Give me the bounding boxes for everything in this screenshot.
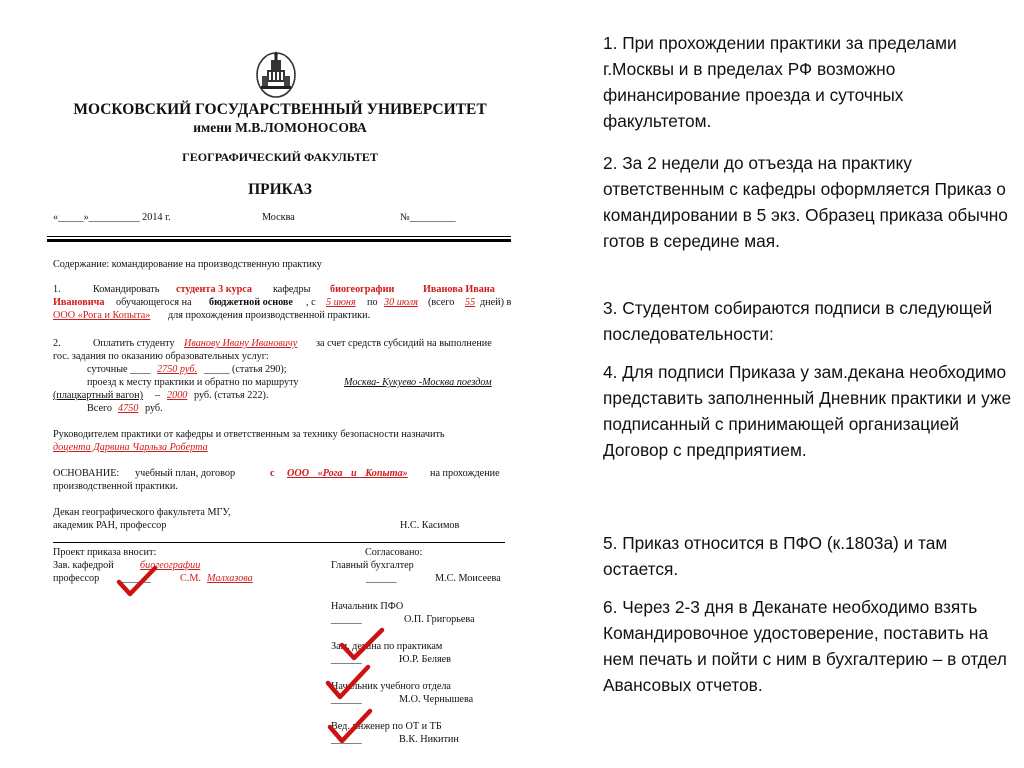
instruction-1: 1. При прохождении практики за пределами г.Москвы и в пределах РФ возможно финансирование проезда и суточных факультетом.	[603, 33, 957, 131]
project-professor-label: профессор	[53, 573, 100, 584]
agreed-name-pfo: О.П. Григорьева	[404, 614, 475, 625]
p1-number: 1.	[53, 284, 61, 295]
p2-total-unit: руб.	[145, 403, 163, 414]
p1-date-to: 30 июля	[384, 297, 418, 308]
project-label: Проект приказа вносит:	[53, 547, 157, 558]
p1-student-name-2: Ивановича	[53, 297, 105, 308]
header-divider-thick	[47, 239, 511, 242]
agreed-blank-deputy-dean: ______	[331, 654, 362, 665]
p1-department: биогеографии	[330, 284, 395, 295]
agreed-name-safety: В.К. Никитин	[399, 734, 459, 745]
instruction-2: 2. За 2 недели до отъезда на практику ответственным с кафедры оформляется Приказ о командировании в 5 экз. Образец приказа обычно готов в середине мая.	[603, 153, 1008, 251]
p2-total-label: Всего	[87, 403, 112, 414]
agreed-blank-pfo: ______	[331, 614, 362, 625]
agreed-name-accountant: М.С. Моисеева	[435, 573, 501, 584]
checkmark-icon	[339, 627, 385, 663]
p2-daily-label: суточные ____	[87, 364, 151, 375]
checkmark-icon	[327, 708, 373, 746]
agreed-name-deputy-dean: Ю.Р. Беляев	[399, 654, 451, 665]
agreed-blank-accountant: ______	[366, 573, 397, 584]
p3-line-1: Руководителем практики от кафедры и ответственным за технику безопасности назначить	[53, 429, 445, 440]
instruction-5: 5. Приказ относится в ПФО (к.1803а) и там остается.	[603, 533, 948, 579]
p2-number: 2.	[53, 338, 61, 349]
instruction-4: 4. Для подписи Приказа у зам.декана необходимо представить заполненный Дневник практики и уже подписанный с принимающей организацией Договор с предприятием.	[603, 362, 1012, 460]
project-head-department: биогеографии	[140, 560, 201, 571]
p2-travel-amount: 2000	[167, 390, 188, 401]
agreed-title-deputy-dean: Зам. декана по практикам	[331, 641, 443, 652]
p1-text-3: обучающегося на	[116, 297, 192, 308]
order-date: «_____»__________ 2014 г.	[53, 212, 171, 223]
checkmark-icon	[116, 565, 158, 599]
order-subject: Содержание: командирование на производственную практику	[53, 259, 322, 270]
basis-with: с	[270, 468, 275, 479]
p2-student: Иванову Ивану Ивановичу	[184, 338, 298, 349]
order-city: Москва	[262, 212, 295, 223]
p1-student-name-1: Иванова Ивана	[423, 284, 495, 295]
university-name: МОСКОВСКИЙ ГОСУДАРСТВЕННЫЙ УНИВЕРСИТЕТ	[73, 101, 487, 118]
p2-total: 4750	[118, 403, 139, 414]
dean-line-1: Декан географического факультета МГУ,	[53, 507, 231, 518]
signature-divider	[53, 542, 505, 543]
msu-building-logo-icon	[255, 48, 297, 98]
order-number: №_________	[400, 212, 456, 223]
agreed-title-accountant: Главный бухгалтер	[331, 560, 414, 571]
header-divider-thin	[47, 236, 511, 237]
p1-organization: ООО «Рога и Копыта»	[53, 310, 151, 321]
agreed-label: Согласовано:	[365, 547, 423, 558]
project-head-label: Зав. кафедрой	[53, 560, 114, 571]
p1-text-4: , с	[306, 297, 316, 308]
p2-line-2: гос. задания по оказанию образовательных услуг:	[53, 351, 269, 362]
p1-text-8: для прохождения производственной практики.	[168, 310, 371, 321]
agreed-title-pfo: Начальник ПФО	[331, 601, 404, 612]
basis-label: ОСНОВАНИЕ:	[53, 468, 120, 479]
instruction-6: 6. Через 2-3 дня в Деканате необходимо взять Командировочное удостоверение, поставить на нем печать и пойти с ним в бухгалтерию – в отдел Авансовых отчетов.	[603, 597, 1007, 695]
p2-travel-tail: руб. (статья 222).	[194, 390, 269, 401]
basis-text-1: учебный план, договор	[135, 468, 236, 479]
p2-text-1: Оплатить студенту	[93, 338, 175, 349]
p1-text-2: кафедры	[273, 284, 311, 295]
agreed-blank-education: ______	[331, 694, 362, 705]
p2-travel-label: проезд к месту практики и обратно по маршруту	[87, 377, 299, 388]
university-named-after: имени М.В.ЛОМОНОСОВА	[193, 120, 367, 135]
p1-days: 55	[465, 297, 476, 308]
project-professor-initials: С.М.	[180, 573, 201, 584]
p2-dash: –	[155, 390, 161, 401]
project-professor-name: Малхазова	[207, 573, 253, 584]
p2-daily-amount: 2750 руб.	[157, 364, 198, 375]
p2-route: Москва- Кукуево -Москва поездом	[344, 377, 492, 388]
p3-supervisor: доцента Дарвина Чарльза Роберта	[53, 442, 208, 453]
checkmark-icon	[325, 664, 371, 702]
instruction-3: 3. Студентом собираются подписи в следующей последовательности:	[603, 298, 993, 344]
p2-daily-tail: _____ (статья 290);	[204, 364, 287, 375]
faculty-name: ГЕОГРАФИЧЕСКИЙ ФАКУЛЬТЕТ	[182, 150, 378, 164]
p1-text-5: по	[367, 297, 378, 308]
basis-text-2: на прохождение	[430, 468, 500, 479]
p1-text-1: Командировать	[93, 284, 160, 295]
agreed-title-safety: Вед. инженер по ОТ и ТБ	[331, 721, 442, 732]
p1-text-7: дней) в	[480, 297, 512, 308]
order-title: ПРИКАЗ	[248, 181, 312, 198]
p1-student-course: студента 3 курса	[176, 284, 253, 295]
p1-budget-basis: бюджетной основе	[209, 297, 293, 308]
p2-route-wagon: (плацкартный вагон)	[53, 390, 143, 401]
p2-text-2: за счет средств субсидий на выполнение	[316, 338, 492, 349]
dean-line-2: академик РАН, профессор	[53, 520, 167, 531]
basis-organization: ООО «Рога и Копыта»	[287, 468, 408, 479]
project-signature-blank: ______	[120, 573, 151, 584]
agreed-title-education: Начальник учебного отдела	[331, 681, 451, 692]
p1-text-6: (всего	[428, 297, 455, 308]
dean-name: Н.С. Касимов	[400, 520, 460, 531]
basis-line-2: производственной практики.	[53, 481, 178, 492]
p1-date-from: 5 июня	[326, 297, 356, 308]
agreed-blank-safety: ______	[331, 734, 362, 745]
agreed-name-education: М.О. Чернышева	[399, 694, 474, 705]
